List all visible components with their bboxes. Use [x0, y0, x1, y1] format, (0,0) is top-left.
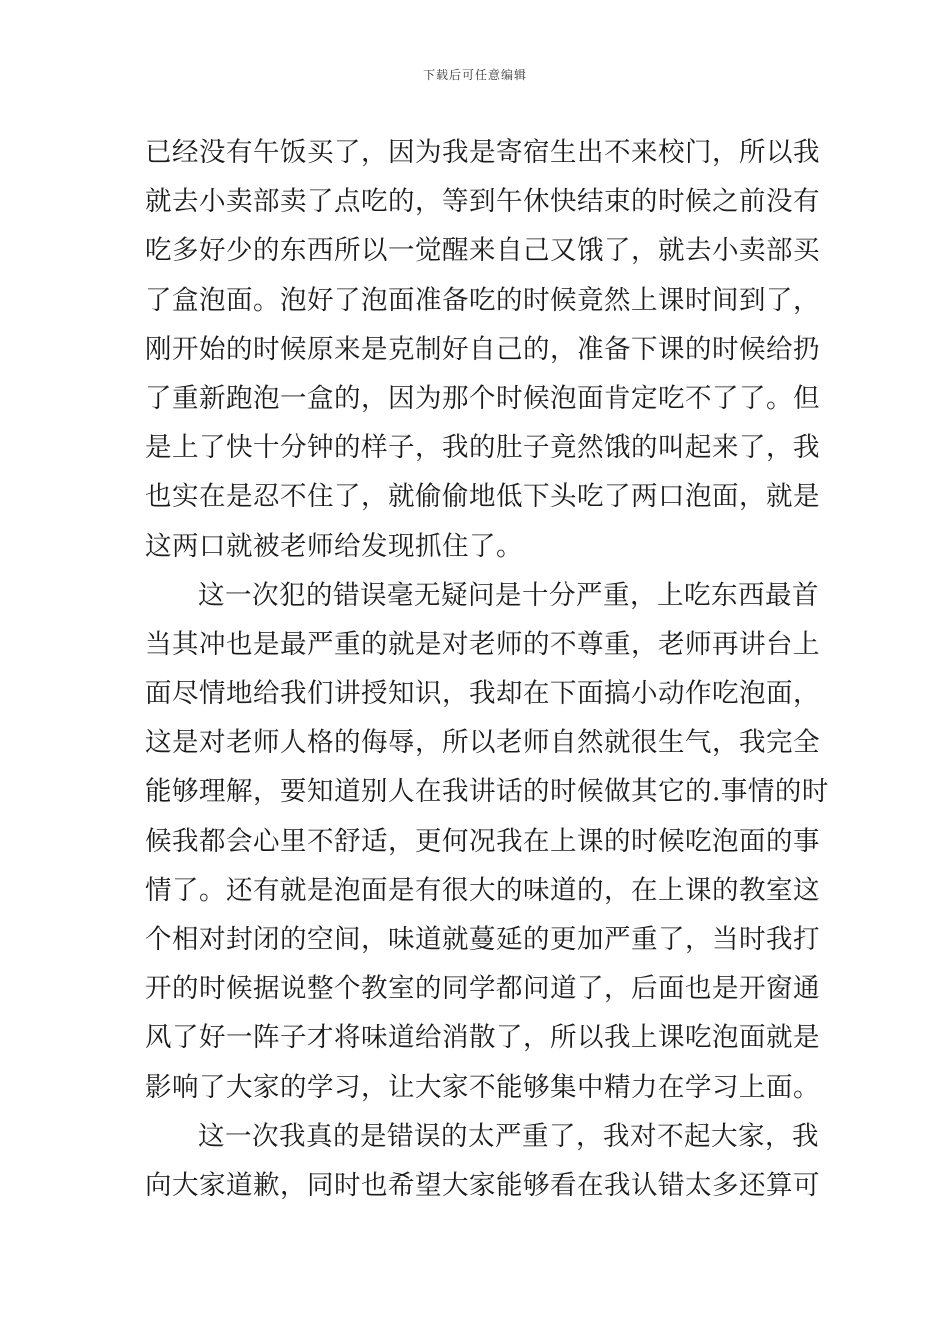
text-line: 吃多好少的东西所以一觉醒来自己又饿了，就去小卖部买 — [145, 235, 820, 267]
text-line: 这一次我真的是错误的太严重了，我对不起大家，我 — [198, 1120, 819, 1152]
paragraph-1 — [145, 128, 820, 571]
text-line: 了盒泡面。泡好了泡面准备吃的时候竟然上课时间到了， — [145, 284, 820, 316]
page-header: 下载后可任意编辑 — [422, 68, 527, 82]
text-line: 面尽情地给我们讲授知识，我却在下面搞小动作吃泡面， — [145, 678, 820, 710]
text-line: 风了好一阵子才将味道给消散了，所以我上课吃泡面就是 — [145, 1022, 820, 1054]
text-line: 已经没有午饭买了，因为我是寄宿生出不来校门，所以我 — [145, 137, 820, 168]
text-line: 影响了大家的学习，让大家不能够集中精力在学习上面。 — [145, 1071, 820, 1103]
text-line: 这是对老师人格的侮辱，所以老师自然就很生气，我完全 — [145, 727, 820, 759]
text-line: 开的时候据说整个教室的同学都问道了，后面也是开窗通 — [145, 973, 820, 1005]
text-line: 能够理解，要知道别人在我讲话的时候做其它的.事情的时 — [145, 776, 829, 808]
text-line: 候我都会心里不舒适，更何况我在上课的时候吃泡面的事 — [145, 825, 820, 857]
text-line: 就去小卖部卖了点吃的，等到午休快结束的时候之前没有 — [145, 186, 820, 218]
text-line: 这两口就被老师给发现抓住了。 — [145, 530, 523, 562]
text-line: 情了。还有就是泡面是有很大的味道的，在上课的教室这 — [145, 874, 820, 906]
paragraph-3 — [145, 1112, 820, 1210]
paragraph-2 — [145, 571, 829, 1112]
text-line: 这一次犯的错误毫无疑问是十分严重，上吃东西最首 — [198, 579, 819, 611]
text-line: 是上了快十分钟的样子，我的肚子竟然饿的叫起来了，我 — [145, 432, 820, 464]
text-line: 了重新跑泡一盒的，因为那个时候泡面肯定吃不了了。但 — [145, 382, 820, 414]
text-line: 也实在是忍不住了，就偷偷地低下头吃了两口泡面，就是 — [145, 481, 820, 513]
text-line: 向大家道歉，同时也希望大家能够看在我认错太多还算可 — [145, 1169, 820, 1201]
text-line: 个相对封闭的空间，味道就蔓延的更加严重了，当时我打 — [145, 924, 820, 955]
text-line: 当其冲也是最严重的就是对老师的不尊重，老师再讲台上 — [145, 628, 820, 660]
text-line: 刚开始的时候原来是克制好自己的，准备下课的时候给扔 — [145, 333, 820, 365]
document-body — [145, 128, 829, 1210]
